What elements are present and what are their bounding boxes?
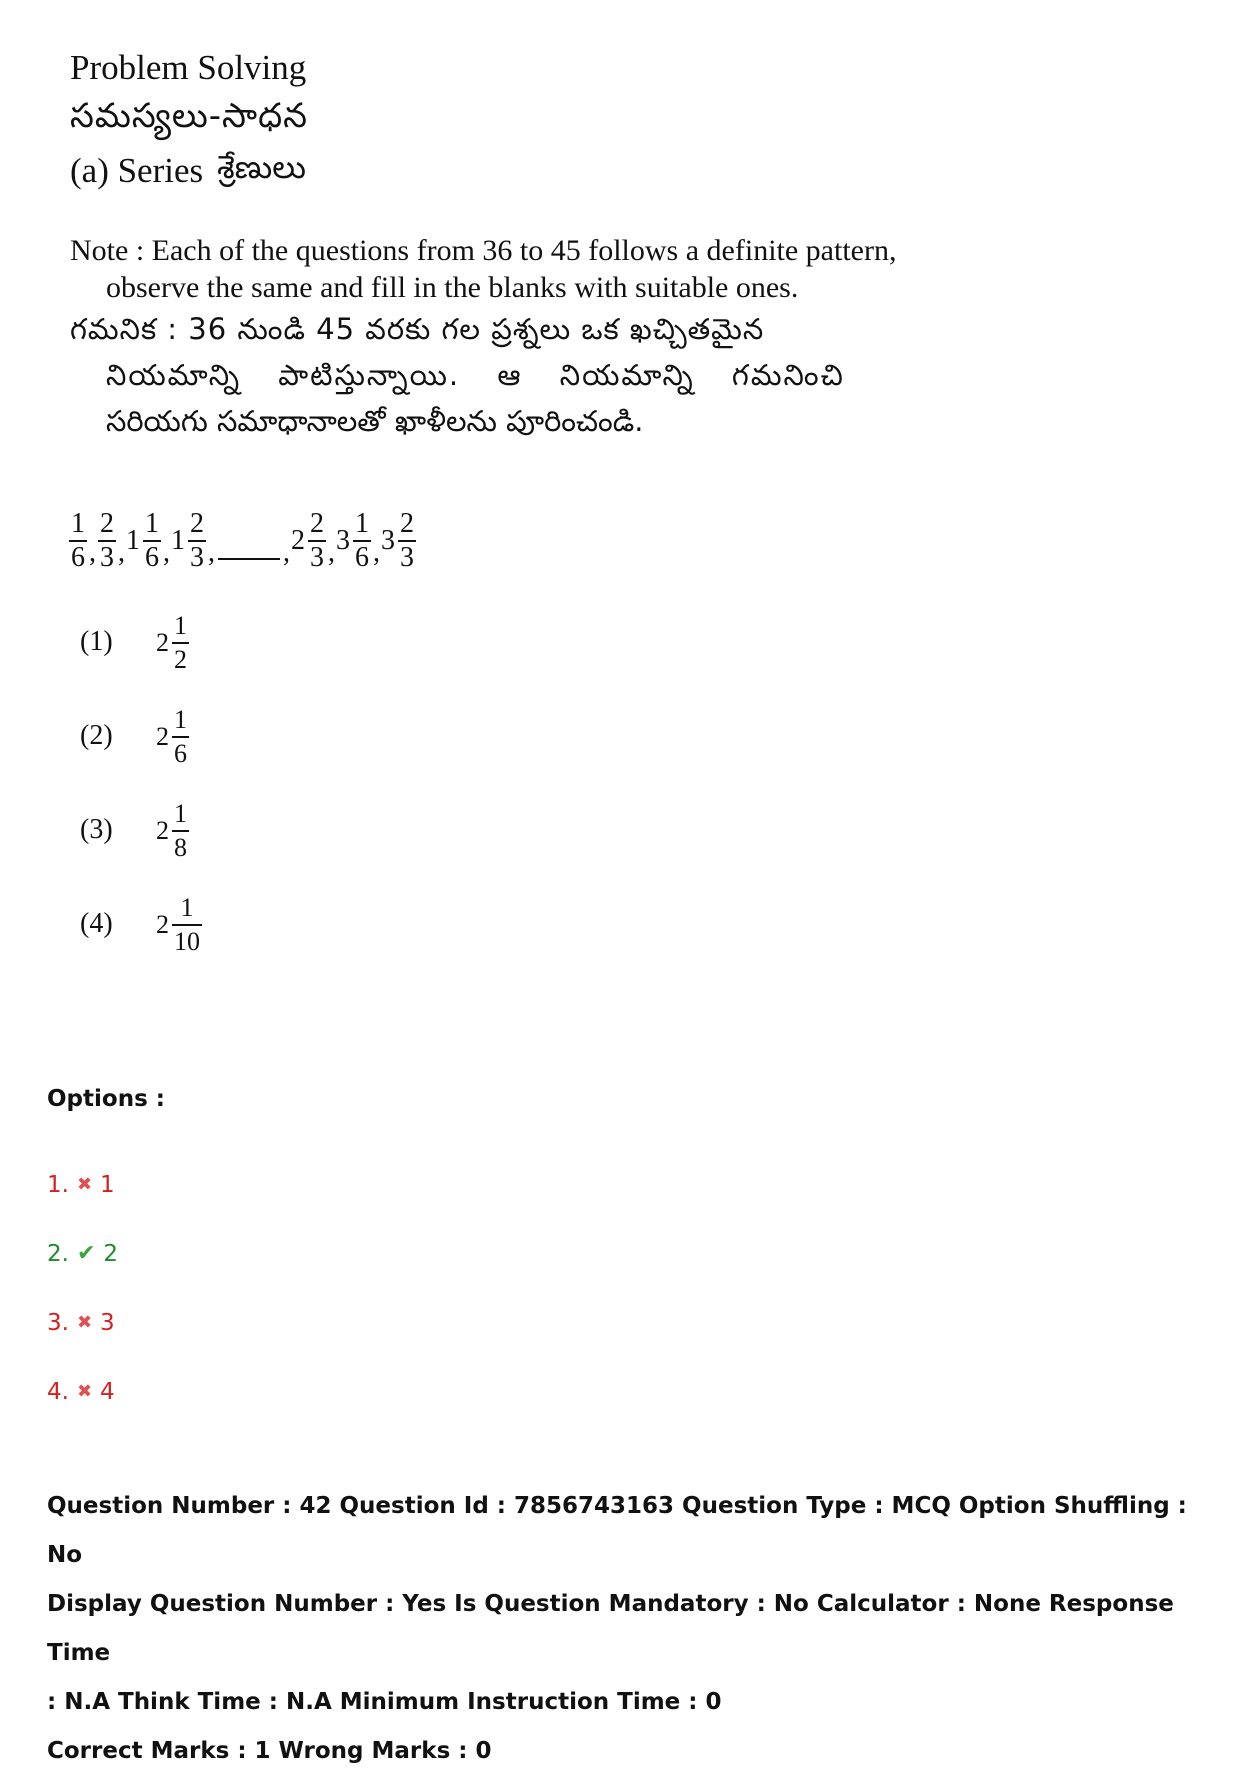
option-item: [47, 1288, 118, 1357]
section-heading: [70, 148, 306, 194]
option-value: 1: [100, 1171, 115, 1198]
section-label: (a) Series: [70, 151, 204, 190]
series-term-mixed-number: [126, 508, 162, 574]
series-term-fraction: [398, 508, 416, 574]
answer-choice: [80, 799, 203, 900]
series-term-mixed-number: [97, 508, 117, 574]
series-blank: [218, 558, 280, 560]
answer-choice-numerator: 1: [174, 611, 187, 640]
answer-choice-whole: 2: [156, 910, 169, 939]
answer-choice-value: [156, 704, 190, 770]
option-index: 1.: [47, 1171, 69, 1198]
series-term-denominator: 3: [100, 542, 114, 573]
series-term-fraction: [69, 508, 87, 574]
series-separator: ,: [208, 537, 215, 568]
series-term-whole: 1: [126, 525, 140, 556]
series-term-whole: 3: [381, 525, 395, 556]
series-term-denominator: 3: [190, 542, 204, 573]
answer-choice-mixed-number: [156, 610, 190, 676]
option-list: [47, 1150, 118, 1426]
series-term-mixed-number: [171, 508, 207, 574]
series-term-fraction: [353, 508, 371, 574]
option-value: 4: [100, 1378, 115, 1405]
answer-choice-label: (4): [80, 908, 113, 939]
series-term-numerator: 1: [145, 508, 159, 539]
note-telugu-line-1: గమనిక : 36 నుండి 45 వరకు గల ప్రశ్నలు ఒక ఖచ్చితమైన: [70, 312, 765, 346]
cross-icon: ✖: [76, 1381, 93, 1402]
answer-choice-fraction: [172, 704, 189, 770]
series-term-numerator: 1: [355, 508, 369, 539]
answer-choice-value: [156, 610, 190, 676]
answer-choice-label: (3): [80, 814, 113, 845]
series-term-denominator: 3: [400, 542, 414, 573]
series-term-numerator: 2: [100, 508, 114, 539]
option-index: 2.: [47, 1240, 69, 1267]
note-telugu-line-2: నియమాన్ని పాటిస్తున్నాయి. ఆ నియమాన్ని గమనించి: [106, 358, 845, 392]
series-separator: ,: [89, 537, 96, 568]
series-separator: ,: [283, 537, 290, 568]
cross-icon: ✖: [76, 1312, 93, 1333]
answer-choice-fraction: [172, 892, 202, 958]
series-term-whole: 1: [171, 525, 185, 556]
series-term-fraction: [308, 508, 326, 574]
section-label-telugu: శ్రేణులు: [217, 148, 307, 186]
answer-choice-denominator: 2: [172, 642, 189, 676]
series-term-mixed-number: [291, 508, 327, 574]
note-telugu-line-3: సరియగు సమాధానాలతో ఖాళీలను పూరించండి.: [106, 404, 644, 438]
answer-choice-mixed-number: [156, 892, 203, 958]
answer-choice-numerator: 1: [174, 799, 187, 828]
series-separator: ,: [373, 537, 380, 568]
answer-choice-whole: 2: [156, 628, 169, 657]
note-line-2: observe the same and fill in the blanks with suitable ones.: [106, 271, 799, 304]
series-term-whole: 3: [336, 525, 350, 556]
answer-choice-numerator: 1: [174, 705, 187, 734]
answer-choice-numerator: 1: [180, 893, 194, 922]
answer-choice: [80, 611, 203, 712]
answer-choice-fraction: [172, 610, 189, 676]
answer-choice-fraction: [172, 798, 189, 864]
option-value: 3: [100, 1309, 115, 1336]
series-term-denominator: 3: [310, 542, 324, 573]
meta-line-1: Question Number : 42 Question Id : 7856743163 Question Type : MCQ Option Shuffling : No: [47, 1493, 1187, 1568]
series-term-numerator: 2: [310, 508, 324, 539]
series-separator: ,: [328, 537, 335, 568]
answer-choice-denominator: 10: [172, 924, 202, 958]
option-index: 3.: [47, 1309, 69, 1336]
option-index: 4.: [47, 1378, 69, 1405]
answer-choice-value: [156, 798, 190, 864]
series-term-mixed-number: [381, 508, 417, 574]
option-item: [47, 1150, 118, 1219]
series-separator: ,: [163, 537, 170, 568]
answer-choice-mixed-number: [156, 798, 190, 864]
options-heading: Options :: [47, 1086, 165, 1112]
option-item: [47, 1219, 118, 1288]
answer-choice-label: (2): [80, 720, 113, 751]
series-term-denominator: 6: [71, 542, 85, 573]
series-term-fraction: [143, 508, 161, 574]
answer-choice-denominator: 6: [172, 736, 189, 770]
page-title-telugu: సమస్యలు-సాధన: [70, 96, 308, 136]
meta-line-3: : N.A Think Time : N.A Minimum Instruction Time : 0: [47, 1689, 722, 1715]
question-meta: [47, 1482, 1207, 1776]
question-series: [68, 508, 417, 574]
option-item: [47, 1357, 118, 1426]
series-term-whole: 2: [291, 525, 305, 556]
note-line-1: Note : Each of the questions from 36 to 45 follows a definite pattern,: [70, 234, 897, 267]
series-term-mixed-number: [68, 508, 88, 574]
meta-line-2: Display Question Number : Yes Is Question Mandatory : No Calculator : None Response Time: [47, 1591, 1174, 1666]
check-icon: ✔: [76, 1241, 96, 1266]
cross-icon: ✖: [76, 1174, 93, 1195]
marks-line: Correct Marks : 1 Wrong Marks : 0: [47, 1738, 492, 1764]
series-term-numerator: 2: [190, 508, 204, 539]
series-separator: ,: [118, 537, 125, 568]
answer-choice-label: (1): [80, 626, 113, 657]
page-title: Problem Solving: [70, 48, 307, 87]
series-term-fraction: [188, 508, 206, 574]
option-value: 2: [103, 1240, 119, 1267]
series-term-fraction: [98, 508, 116, 574]
series-term-denominator: 6: [145, 542, 159, 573]
answer-choice-value: [156, 892, 203, 958]
series-term-numerator: 2: [400, 508, 414, 539]
answer-choice-whole: 2: [156, 722, 169, 751]
answer-choice: [80, 893, 203, 994]
answer-choice-denominator: 8: [172, 830, 189, 864]
series-term-denominator: 6: [355, 542, 369, 573]
answer-choices: [80, 611, 203, 994]
answer-choice-whole: 2: [156, 816, 169, 845]
series-term-mixed-number: [336, 508, 372, 574]
answer-choice: [80, 705, 203, 806]
answer-choice-mixed-number: [156, 704, 190, 770]
series-term-numerator: 1: [71, 508, 85, 539]
